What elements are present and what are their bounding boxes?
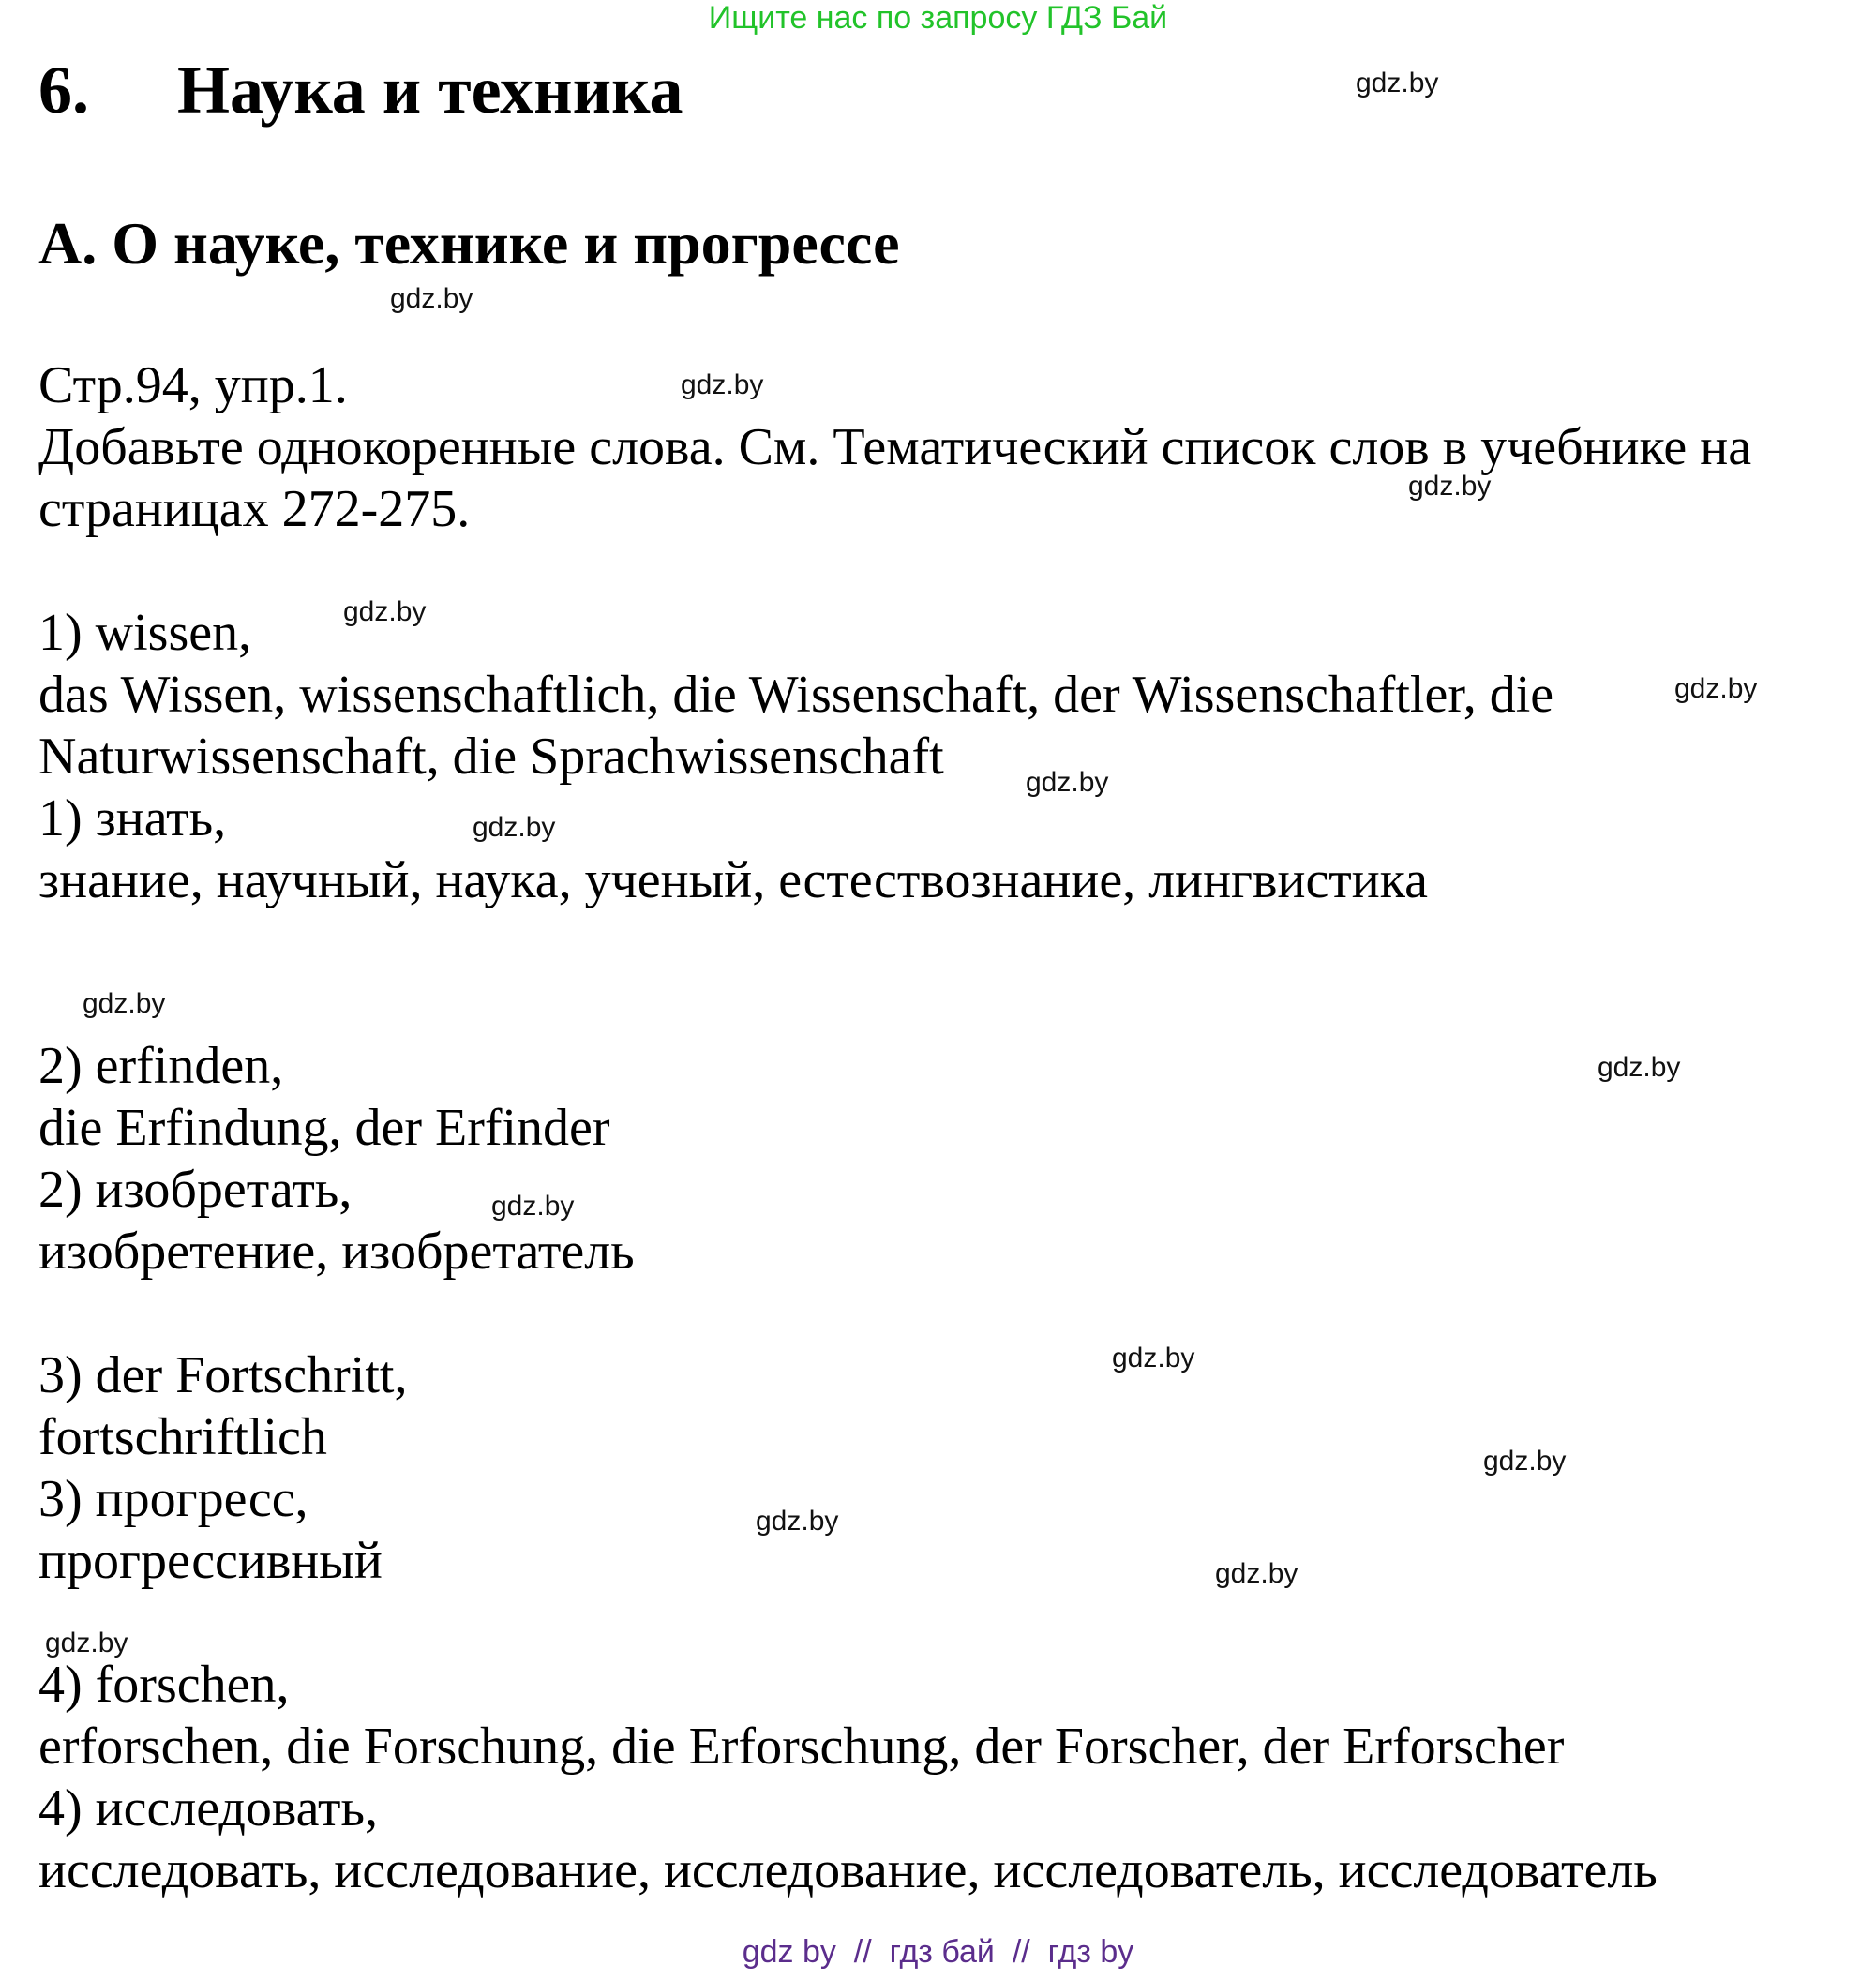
exercise-ref: Стр.94, упр.1. — [38, 356, 348, 414]
group-1-de-words-line-1: das Wissen, wissenschaftlich, die Wissenschaft, der Wissenschaftler, die — [38, 666, 1554, 724]
watermark: gdz.by — [390, 283, 473, 314]
instruction-line-2: страницах 272-275. — [38, 480, 471, 538]
group-3-ru-head: 3) прогресс, — [38, 1470, 308, 1528]
watermark: gdz.by — [1215, 1558, 1298, 1589]
watermark: gdz.by — [1408, 471, 1492, 502]
watermark: gdz.by — [1483, 1446, 1567, 1477]
instruction-line-1: Добавьте однокоренные слова. См. Тематический список слов в учебнике на — [38, 418, 1752, 476]
group-2-ru-head: 2) изобретать, — [38, 1161, 353, 1219]
group-4-de-words: erforschen, die Forschung, die Erforschung, der Forscher, der Erforscher — [38, 1718, 1565, 1776]
group-4-ru-head: 4) исследовать, — [38, 1779, 379, 1838]
group-4-ru-words: исследовать, исследование, исследование, исследователь, исследователь — [38, 1841, 1658, 1899]
watermark: gdz.by — [1674, 673, 1758, 704]
group-2-ru-words: изобретение, изобретатель — [38, 1223, 635, 1281]
group-3-de-head: 3) der Fortschritt, — [38, 1346, 408, 1404]
top-banner: Ищите нас по запросу ГДЗ Бай — [708, 0, 1168, 36]
group-3-de-words: fortschriftlich — [38, 1408, 327, 1466]
watermark: gdz.by — [491, 1191, 575, 1222]
group-2-de-head: 2) erfinden, — [38, 1037, 284, 1095]
watermark: gdz.by — [343, 596, 427, 627]
footer-links: gdz by // гдз бай // гдз by — [742, 1934, 1134, 1970]
group-2-de-words: die Erfindung, der Erfinder — [38, 1099, 610, 1157]
watermark: gdz.by — [83, 988, 166, 1019]
watermark: gdz.by — [1356, 68, 1439, 98]
watermark: gdz.by — [1112, 1343, 1195, 1373]
watermark: gdz.by — [473, 812, 556, 843]
watermark: gdz.by — [1598, 1052, 1681, 1083]
group-1-de-words-line-2: Naturwissenschaft, die Sprachwissenschaft — [38, 728, 944, 786]
watermark: gdz.by — [45, 1628, 128, 1658]
group-3-ru-words: прогрессивный — [38, 1532, 383, 1590]
watermark: gdz.by — [756, 1506, 839, 1537]
group-1-ru-words: знание, научный, наука, ученый, естествознание, лингвистика — [38, 851, 1428, 909]
group-1-de-head: 1) wissen, — [38, 604, 252, 662]
section-title: A. О науке, технике и прогрессе — [38, 210, 900, 277]
chapter-title: Наука и техника — [177, 53, 683, 128]
watermark: gdz.by — [681, 369, 764, 400]
watermark: gdz.by — [1026, 767, 1109, 798]
group-1-ru-head: 1) знать, — [38, 789, 227, 848]
chapter-number: 6. — [38, 53, 89, 128]
group-4-de-head: 4) forschen, — [38, 1656, 290, 1714]
